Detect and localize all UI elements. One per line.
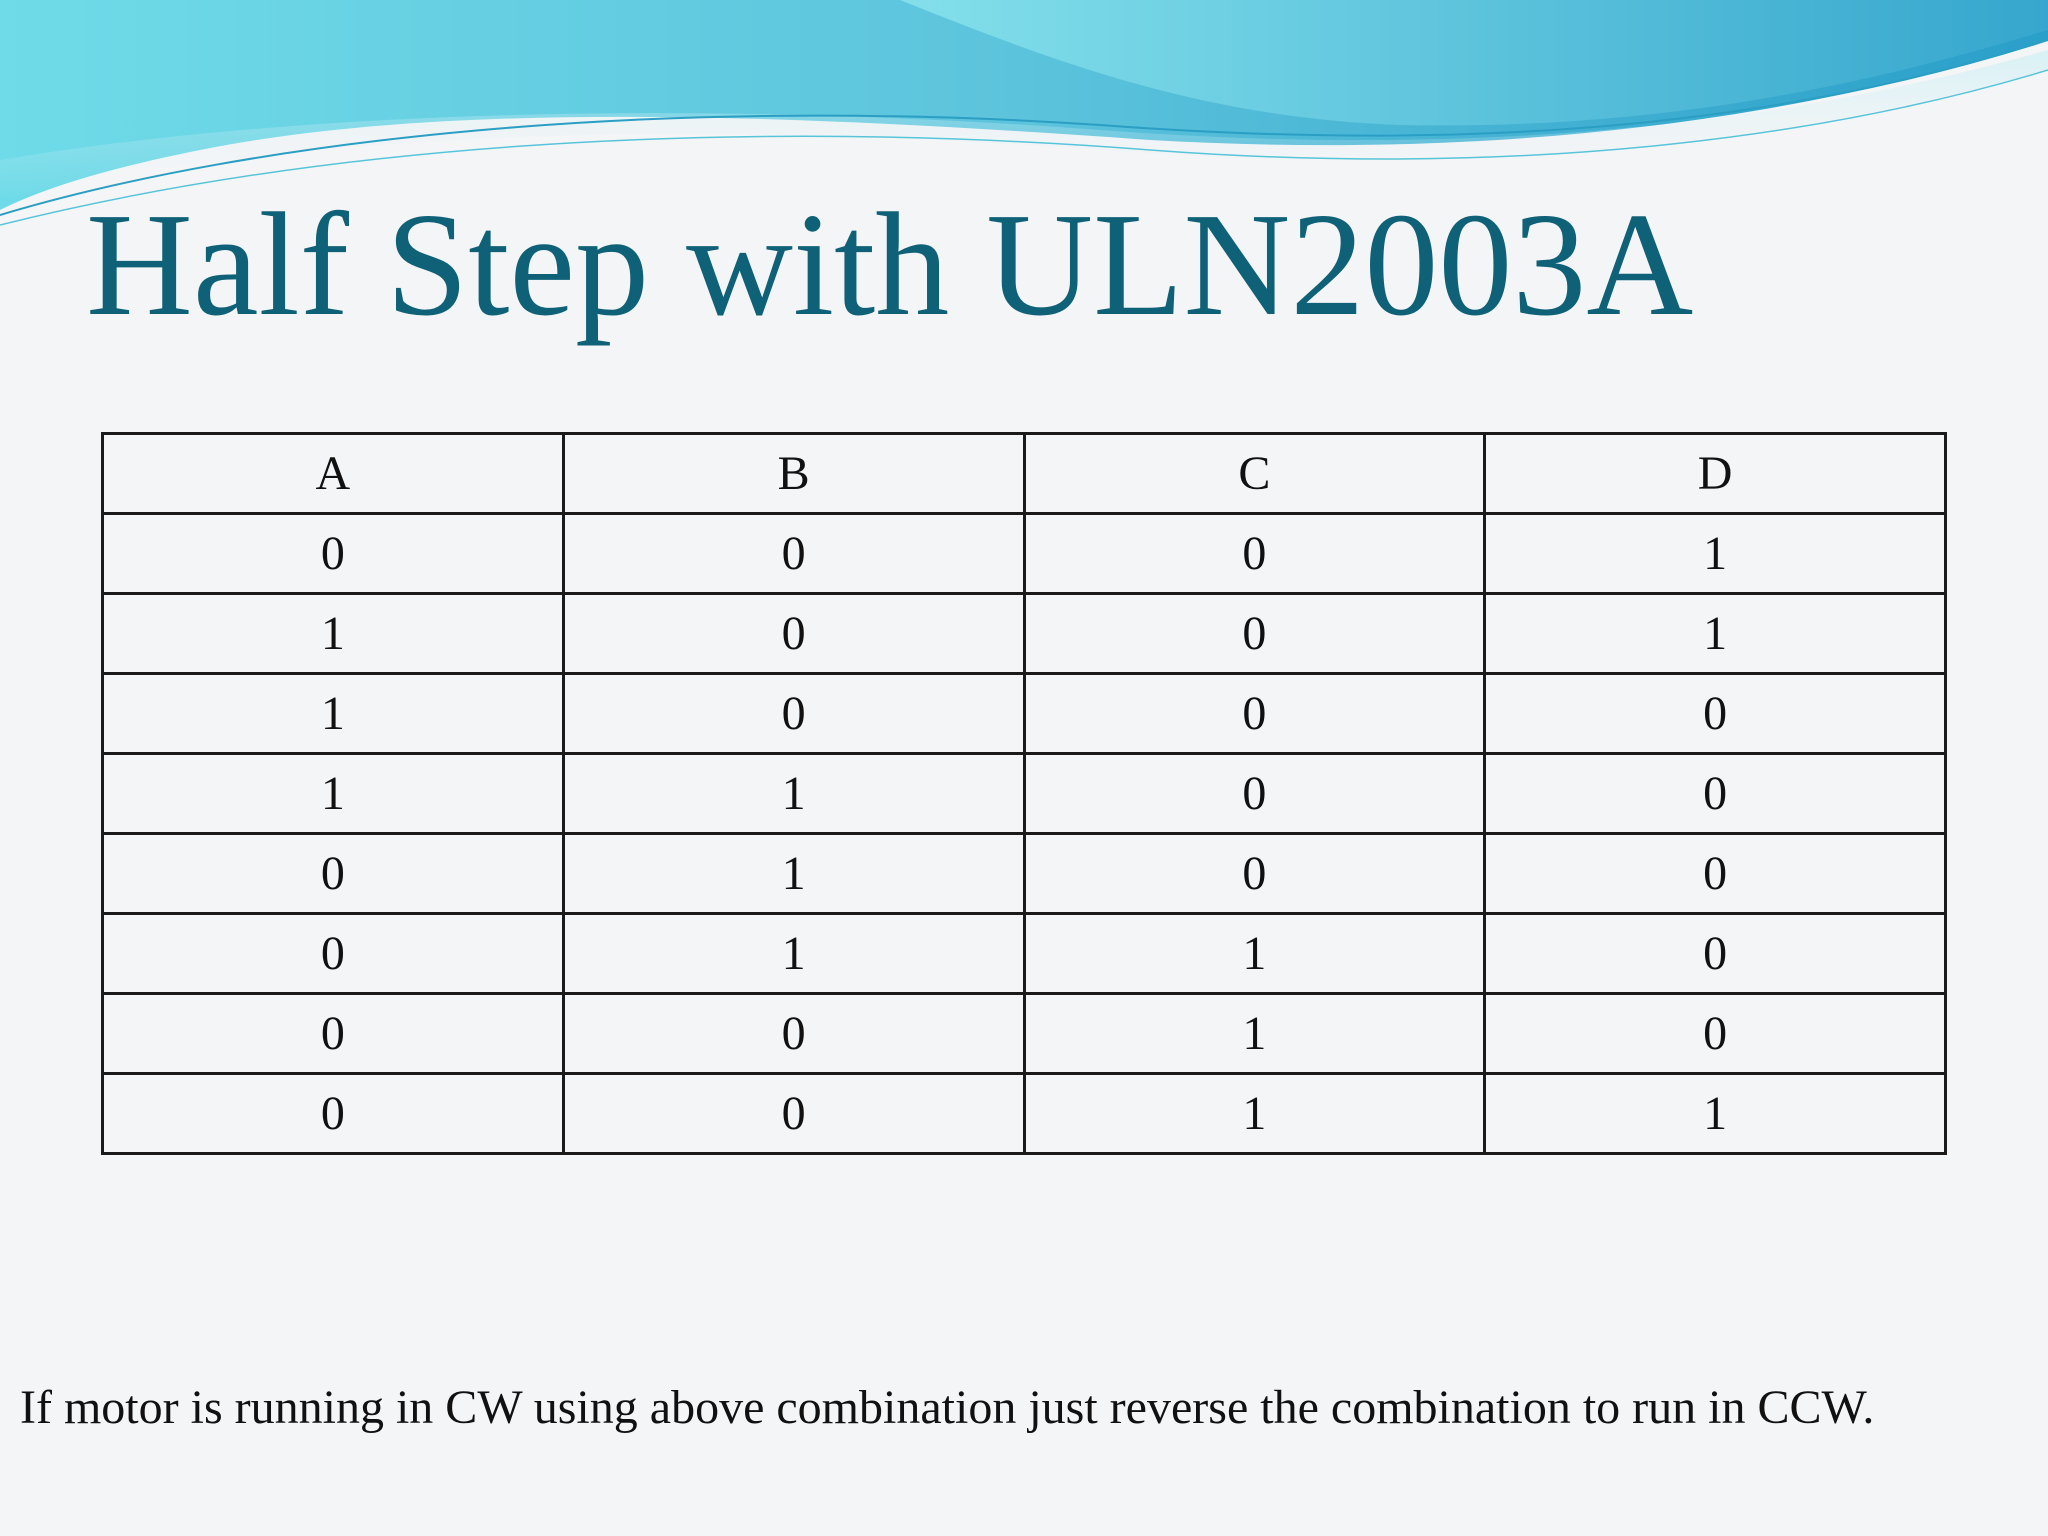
table-row <box>103 754 1946 834</box>
table-cell: 1 <box>1024 994 1485 1074</box>
table-cell: 1 <box>1485 514 1946 594</box>
table-cell: 0 <box>563 1074 1024 1154</box>
table-cell: 0 <box>563 514 1024 594</box>
table-cell: 0 <box>563 674 1024 754</box>
table-cell: 1 <box>563 754 1024 834</box>
slide-title: Half Step with ULN2003A <box>86 183 1694 347</box>
table-cell: 0 <box>1485 754 1946 834</box>
table-cell: 0 <box>1485 914 1946 994</box>
footnote-text: If motor is running in CW using above combination just reverse the combination to run in CCW. <box>20 1381 1875 1434</box>
column-header-c: C <box>1024 434 1485 514</box>
table-cell: 0 <box>1024 514 1485 594</box>
table-cell: 0 <box>1485 674 1946 754</box>
table-cell: 1 <box>563 914 1024 994</box>
table-cell: 0 <box>563 994 1024 1074</box>
table-cell: 1 <box>1485 594 1946 674</box>
table-row <box>103 834 1946 914</box>
table-row <box>103 674 1946 754</box>
column-header-d: D <box>1485 434 1946 514</box>
table-header-row <box>103 434 1946 514</box>
table-cell: 0 <box>1024 834 1485 914</box>
table-cell: 0 <box>103 1074 564 1154</box>
table-cell: 1 <box>103 594 564 674</box>
table-cell: 1 <box>103 754 564 834</box>
column-header-a: A <box>103 434 564 514</box>
table-cell: 1 <box>1485 1074 1946 1154</box>
table-cell: 0 <box>1024 594 1485 674</box>
table-cell: 1 <box>563 834 1024 914</box>
table-cell: 0 <box>103 994 564 1074</box>
half-step-sequence-table <box>101 432 1947 1155</box>
table-cell: 0 <box>1024 674 1485 754</box>
table-cell: 1 <box>103 674 564 754</box>
table-cell: 0 <box>1485 994 1946 1074</box>
table-cell: 0 <box>103 914 564 994</box>
table-row <box>103 914 1946 994</box>
table-cell: 0 <box>1485 834 1946 914</box>
table-cell: 0 <box>103 834 564 914</box>
table-row <box>103 594 1946 674</box>
table-row <box>103 514 1946 594</box>
table-cell: 1 <box>1024 914 1485 994</box>
column-header-b: B <box>563 434 1024 514</box>
table-cell: 1 <box>1024 1074 1485 1154</box>
table-row <box>103 1074 1946 1154</box>
table-cell: 0 <box>1024 754 1485 834</box>
table-row <box>103 994 1946 1074</box>
table-cell: 0 <box>103 514 564 594</box>
table-cell: 0 <box>563 594 1024 674</box>
